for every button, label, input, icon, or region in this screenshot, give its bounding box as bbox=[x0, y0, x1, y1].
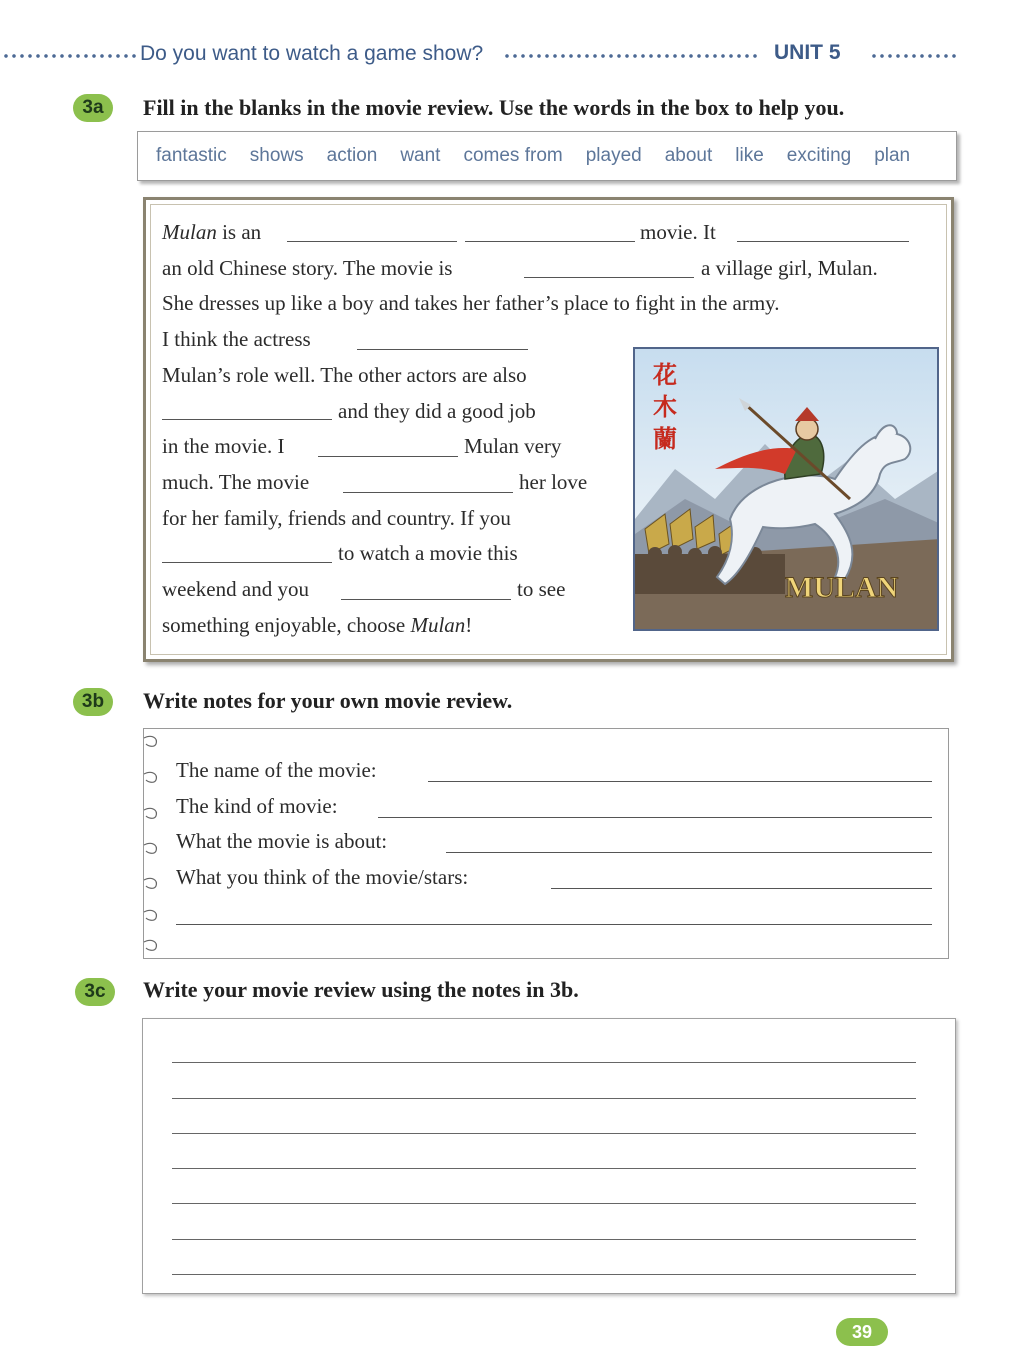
blank-2[interactable] bbox=[737, 240, 909, 242]
review-line-2b: a village girl, Mulan. bbox=[701, 256, 878, 280]
writing-line[interactable] bbox=[172, 1098, 916, 1099]
section-3a-instruction: Fill in the blanks in the movie review. Use the words in the box to help you. bbox=[143, 95, 845, 120]
mulan-illustration bbox=[635, 349, 939, 631]
page-number: 39 bbox=[836, 1318, 888, 1346]
review-line-11a: weekend and you bbox=[162, 577, 309, 601]
blank-7[interactable] bbox=[343, 491, 513, 493]
note-prompt-about: What the movie is about: bbox=[176, 829, 388, 853]
review-line-1 bbox=[162, 220, 261, 245]
blank-4[interactable] bbox=[357, 348, 528, 350]
section-3c-instruction: Write your movie review using the notes in 3b. bbox=[143, 977, 579, 1002]
writing-box bbox=[142, 1018, 956, 1294]
review-line-8b: her love bbox=[519, 470, 588, 494]
review-line-4: I think the actress bbox=[162, 327, 311, 351]
writing-line[interactable] bbox=[172, 1168, 916, 1169]
review-text: something enjoyable, choose bbox=[162, 613, 406, 637]
header-dots-middle bbox=[503, 53, 761, 59]
writing-line[interactable] bbox=[172, 1133, 916, 1134]
movie-title-italic: Mulan bbox=[410, 613, 466, 637]
review-line-10: to watch a movie this bbox=[338, 541, 518, 565]
review-line-2a: an old Chinese story. The movie is bbox=[162, 256, 453, 280]
blank-1a[interactable] bbox=[287, 240, 457, 242]
note-line-opinion[interactable] bbox=[551, 888, 932, 889]
word-item: want bbox=[400, 145, 441, 166]
poster-english-title: MULAN bbox=[785, 571, 899, 604]
header-dots-right bbox=[870, 53, 956, 59]
review-line-6: and they did a good job bbox=[338, 399, 536, 423]
review-line-7a: in the movie. I bbox=[162, 434, 285, 458]
review-line-3: She dresses up like a boy and takes her father’s place to fight in the army. bbox=[162, 291, 780, 315]
word-item: like bbox=[735, 145, 764, 166]
word-item: fantastic bbox=[156, 145, 227, 166]
review-line-5: Mulan’s role well. The other actors are also bbox=[162, 363, 527, 387]
note-line-extra[interactable] bbox=[176, 924, 932, 925]
review-line-8a: much. The movie bbox=[162, 470, 310, 494]
word-item: plan bbox=[874, 145, 911, 166]
blank-1b[interactable] bbox=[465, 240, 635, 242]
header-title: Do you want to watch a game show? bbox=[140, 42, 484, 65]
header-dots-left bbox=[2, 53, 136, 59]
note-prompt-kind: The kind of movie: bbox=[176, 794, 338, 818]
note-line-name[interactable] bbox=[428, 781, 932, 782]
poster-chinese-title: 花 木 蘭 bbox=[653, 361, 677, 453]
review-line-1b: movie. It bbox=[640, 220, 716, 244]
review-line-12 bbox=[162, 613, 472, 638]
review-line-9: for her family, friends and country. If you bbox=[162, 506, 511, 530]
word-item: comes from bbox=[463, 145, 563, 166]
word-item: action bbox=[326, 145, 378, 166]
section-3b-instruction: Write notes for your own movie review. bbox=[143, 688, 513, 713]
spiral-binding-icon bbox=[142, 730, 168, 955]
mulan-poster-image bbox=[633, 347, 939, 631]
section-badge-3a: 3a bbox=[73, 94, 113, 122]
unit-label: UNIT 5 bbox=[774, 41, 841, 64]
blank-8[interactable] bbox=[162, 561, 332, 563]
writing-line[interactable] bbox=[172, 1239, 916, 1240]
review-text: is an bbox=[222, 220, 262, 244]
section-badge-3c: 3c bbox=[75, 978, 115, 1006]
note-prompt-name: The name of the movie: bbox=[176, 758, 377, 782]
note-prompt-opinion: What you think of the movie/stars: bbox=[176, 865, 469, 889]
writing-line[interactable] bbox=[172, 1062, 916, 1063]
section-badge-3b: 3b bbox=[73, 688, 113, 716]
note-line-kind[interactable] bbox=[378, 817, 932, 818]
writing-line[interactable] bbox=[172, 1203, 916, 1204]
word-item: about bbox=[664, 145, 713, 166]
blank-6[interactable] bbox=[318, 455, 458, 457]
note-line-about[interactable] bbox=[446, 852, 932, 853]
blank-5[interactable] bbox=[162, 418, 332, 420]
blank-9[interactable] bbox=[341, 598, 511, 600]
word-item: shows bbox=[249, 145, 304, 166]
review-line-11b: to see bbox=[517, 577, 566, 601]
page-header bbox=[0, 38, 1024, 74]
word-box bbox=[137, 131, 957, 181]
word-item: exciting bbox=[786, 145, 852, 166]
review-line-7b: Mulan very bbox=[464, 434, 562, 458]
blank-3[interactable] bbox=[524, 276, 694, 278]
review-text: ! bbox=[465, 613, 473, 637]
writing-line[interactable] bbox=[172, 1274, 916, 1275]
movie-title-italic: Mulan bbox=[162, 220, 217, 244]
word-item: played bbox=[585, 145, 642, 166]
